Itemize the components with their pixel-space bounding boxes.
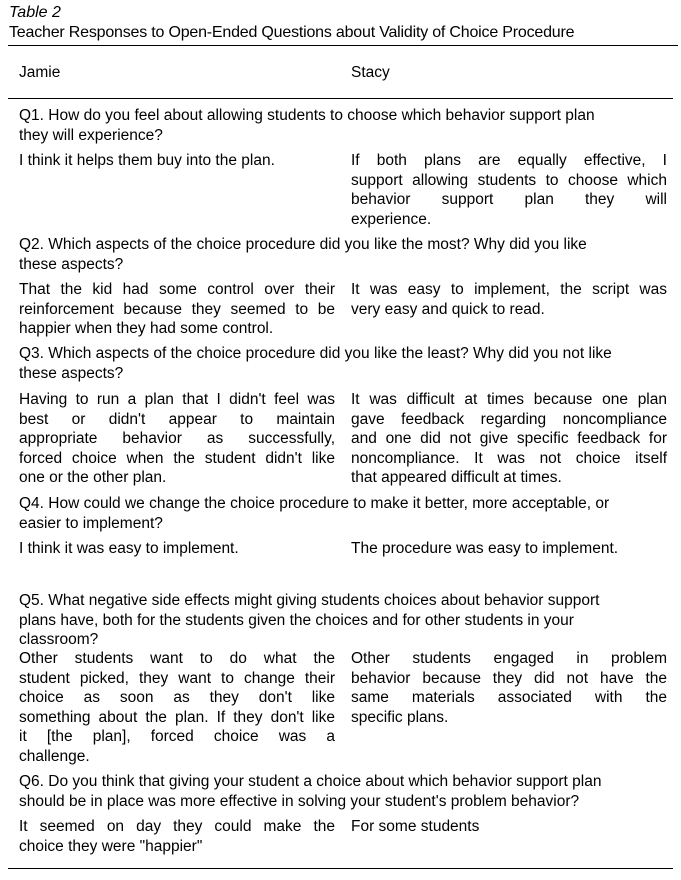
column-header-jamie: Jamie <box>19 64 61 81</box>
text-line: If both plans are equally effective, I <box>351 152 667 169</box>
text-line: I think it was easy to implement. <box>19 540 239 557</box>
text-line: behavior because they did not have the <box>351 669 667 687</box>
question-1 <box>19 106 667 145</box>
text-line: one or the other plan. <box>19 469 167 486</box>
text-line: best or didn't appear to maintain <box>19 410 335 428</box>
text-line: It was difficult at times because one plan <box>351 391 667 408</box>
jamie-response-2 <box>19 280 335 339</box>
text-line: appropriate behavior as successfully, <box>19 430 335 447</box>
table-title: Teacher Responses to Open-Ended Questions about Validity of Choice Procedure <box>9 24 575 41</box>
text-line: support allowing students to choose which <box>351 171 667 189</box>
text-line: I think it helps them buy into the plan. <box>19 152 275 169</box>
text-line: choice as soon as they don't like <box>19 689 335 706</box>
title-rule <box>8 45 678 46</box>
stacy-response-3 <box>351 390 667 488</box>
text-line: specific plans. <box>351 708 449 726</box>
text-line: Q6. Do you think that giving your student a choice about which behavior support plan <box>19 773 602 790</box>
text-line: The procedure was easy to implement. <box>351 540 619 557</box>
text-line: forced choice when the student didn't like <box>19 449 335 467</box>
text-line: challenge. <box>19 747 90 765</box>
text-line: easier to implement? <box>19 514 163 532</box>
jamie-response-5 <box>19 649 335 766</box>
column-header-stacy: Stacy <box>351 64 390 81</box>
text-line: gave feedback regarding noncompliance <box>351 410 667 428</box>
text-line: Q5. What negative side effects might giving students choices about behavior support <box>19 592 600 609</box>
jamie-response-4 <box>19 539 335 559</box>
text-line: reinforcement because they seemed to be <box>19 300 335 318</box>
text-line: Q2. Which aspects of the choice procedure did you like the most? Why did you like <box>19 236 587 253</box>
text-line: these aspects? <box>19 364 124 382</box>
question-2 <box>19 235 667 274</box>
text-line: student picked, they want to change their <box>19 669 335 687</box>
jamie-response-6 <box>19 817 335 856</box>
stacy-response-1 <box>351 151 667 229</box>
text-line: and one did not give specific feedback for <box>351 430 667 447</box>
text-line: Q1. How do you feel about allowing students to choose which behavior support plan <box>19 107 595 124</box>
question-5 <box>19 591 667 650</box>
text-line: same materials associated with the <box>351 689 667 706</box>
text-line: that appeared difficult at times. <box>351 469 562 486</box>
text-line: choice they were "happier" <box>19 837 203 855</box>
stacy-response-6 <box>351 817 667 837</box>
question-4 <box>19 494 667 533</box>
stacy-response-4 <box>351 539 667 559</box>
text-line: For some students <box>351 818 480 835</box>
text-line: It seemed on day they could make the <box>19 818 335 835</box>
text-line: should be in place was more effective in solving your student's problem behavior? <box>19 792 580 810</box>
bottom-rule <box>8 868 673 869</box>
text-line: Q3. Which aspects of the choice procedure did you like the least? Why did you not like <box>19 345 612 362</box>
stacy-response-5 <box>351 649 667 727</box>
text-line: plans have, both for the students given the choices and for other students in your <box>19 611 574 629</box>
text-line: classroom? <box>19 631 99 648</box>
text-line: Other students want to do what the <box>19 650 335 667</box>
stacy-response-2 <box>351 280 667 319</box>
text-line: something about the plan. If they don't like <box>19 708 335 726</box>
question-6 <box>19 772 667 811</box>
text-line: It was easy to implement, the script was <box>351 281 667 298</box>
text-line: it [the plan], forced choice was a <box>19 728 335 745</box>
text-line: these aspects? <box>19 255 124 273</box>
header-rule <box>8 98 673 99</box>
text-line: Q4. How could we change the choice procedure to make it better, more acceptable, or <box>19 495 610 512</box>
text-line: Other students engaged in problem <box>351 650 667 667</box>
text-line: Having to run a plan that I didn't feel was <box>19 391 335 408</box>
text-line: very easy and quick to read. <box>351 300 545 318</box>
jamie-response-1 <box>19 151 335 171</box>
jamie-response-3 <box>19 390 335 488</box>
table-label: Table 2 <box>9 4 61 21</box>
text-line: behavior support plan they will <box>351 191 667 208</box>
text-line: That the kid had some control over their <box>19 281 335 298</box>
text-line: noncompliance. It was not choice itself <box>351 449 667 467</box>
text-line: they will experience? <box>19 126 163 144</box>
question-3 <box>19 344 667 383</box>
text-line: happier when they had some control. <box>19 320 274 337</box>
text-line: experience. <box>351 210 432 228</box>
